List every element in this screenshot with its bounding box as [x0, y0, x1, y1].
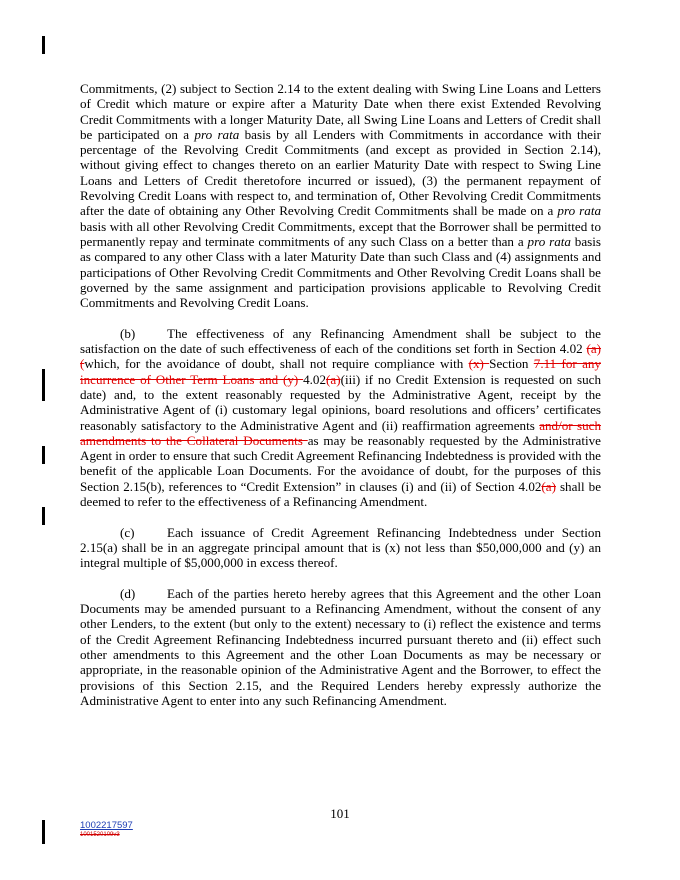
- text: shall be deemed to refer to the effectiveness of a Refinancing Amendment.: [80, 478, 602, 510]
- document-id: [80, 820, 133, 839]
- text: Commitments, (2) subject to Section 2.14 to the extent dealing with Swing Line Loans and Letters of Credit which mature or expire after a Maturity Date when there exist Extended Revolving Credit Commitments with a longer Maturity Date, all Swing Line Loans and Letters of Credit shall be participated on a: [80, 81, 601, 142]
- text: basis as compared to any other Class with a later Maturity Date than such Class and (4) assignments and participations of Other Revolving Credit Commitments and Other Revolving Credit Loans shall be governed by the same assignment and participation provisions applicable to Revolving Credit Commitments and Revolving Credit Loans.: [80, 233, 601, 311]
- deleted-text: (a) (: [80, 341, 601, 372]
- text: which, for the avoidance of doubt, shall not require compliance with: [84, 356, 469, 372]
- text: 4.02: [303, 371, 327, 387]
- text: Section: [489, 356, 534, 372]
- change-bar: [42, 446, 45, 464]
- text: Each issuance of Credit Agreement Refinancing Indebtedness under Section 2.15(a) shall be in an aggregate principal amount that is (x) not less than $50,000,000 and (y) an integral multiple of $5,000,000 in excess thereof.: [80, 524, 601, 571]
- deleted-text: (a): [541, 478, 556, 494]
- italic-term: pro rata: [557, 203, 601, 219]
- text: as may be reasonably requested by the Administrative Agent in order to ensure that such Credit Agreement Refinancing Indebtedness is provided with the benefit of the applicable Loan Documents. For the avoidance of doubt, for the purposes of this Section 2.15(b), references to “Credit Extension” in clauses (i) and (ii) of Section 4.02: [80, 432, 601, 494]
- deleted-text: (a): [326, 371, 341, 387]
- document-body: [80, 81, 601, 723]
- change-bar: [42, 36, 45, 54]
- text: The effectiveness of any Refinancing Amendment shall be subject to the satisfaction on the date of such effectiveness of each of the conditions set forth in Section 4.02: [80, 325, 601, 357]
- paragraph-continuation: [80, 81, 601, 310]
- paragraph-d: (d) Each of the parties hereto hereby agrees that this Agreement and the other Loan Documents may be amended pursuant to a Refinancing Amendment, without the consent of any other Lenders, to the extent (but only to the extent) necessary to (i) reflect the existence and terms of the Credit Agreement Refinancing Indebtedness incurred pursuant thereto and (ii) effect such other amendments to this Agreement and the other Loan Documents as may be necessary or appropriate, in the reasonable opinion of the Administrative Agent and the Borrower, to effect the provisions of this Section 2.15, and the Required Lenders hereby expressly authorize the Administrative Agent to enter into any such Refinancing Amendment.: [80, 585, 601, 708]
- deleted-text: and/or such amendments to the Collateral Documents: [80, 417, 601, 448]
- change-bar: [42, 369, 45, 401]
- document-id-current[interactable]: 1002217597: [80, 820, 133, 831]
- text: Each of the parties hereto hereby agrees that this Agreement and the other Loan Documents may be amended pursuant to a Refinancing Amendment, without the consent of any other Lenders, to the extent (but only to the extent) necessary to (i) reflect the existence and terms of the Credit Agreement Refinancing Indebtedness incurred pursuant thereto and (ii) effect such other amendments to this Agreement and the other Loan Documents as may be necessary or appropriate, in the reasonable opinion of the Administrative Agent and the Borrower, to effect the provisions of this Section 2.15, and the Required Lenders hereby expressly authorize the Administrative Agent to enter into any such Refinancing Amendment.: [80, 585, 601, 708]
- text: (iii) if no Credit Extension is requested on such date) and, to the extent reasonably requested by the Administrative Agent, receipt by the Administrative Agent of (i) customary legal opinions, board resolutions and officers’ certificates reasonably satisfactory to the Administrative Agent and (ii) reaffirmation agreements: [80, 371, 601, 433]
- text: basis by all Lenders with Commitments in accordance with their percentage of the Revolving Credit Commitments (and except as provided in Section 2.14), without giving effect to changes thereto on an earlier Maturity Date with respect to Swing Line Loans and Letters of Credit theretofore incurred or issued), (3) the permanent repayment of Revolving Credit Loans with respect to, and termination of, Other Revolving Credit Commitments after the date of obtaining any Other Revolving Credit Commitments shall be made on a: [80, 126, 601, 219]
- change-bar: [42, 507, 45, 525]
- text: basis with all other Revolving Credit Commitments, except that the Borrower shall be permitted to permanently repay and terminate commitments of any such Class on a better than a: [80, 218, 601, 249]
- change-bar: [42, 820, 45, 844]
- paragraph-b: (b) The effectiveness of any Refinancing Amendment shall be subject to the satisfaction on the date of such effectiveness of each of the conditions set forth in Section 4.02 (a) (which, for the avoidance of doubt, shall not require compliance with (x) Section 7.11 for any incurrence of Other Term Loans and (y) 4.02(a)(iii) if no Credit Extension is requested on such date) and, to the extent reasonably requested by the Administrative Agent, receipt by the Administrative Agent of (i) customary legal opinions, board resolutions and officers’ certificates reasonably satisfactory to the Administrative Agent and (ii) reaffirmation agreements and/or such amendments to the Collateral Documents as may be reasonably requested by the Administrative Agent in order to ensure that such Credit Agreement Refinancing Indebtedness is provided with the benefit of the applicable Loan Documents. For the avoidance of doubt, for the purposes of this Section 2.15(b), references to “Credit Extension” in clauses (i) and (ii) of Section 4.02(a) shall be deemed to refer to the effectiveness of a Refinancing Amendment.: [80, 325, 602, 510]
- document-id-deleted: 1001520109v3: [80, 832, 120, 838]
- italic-term: pro rata: [194, 126, 240, 142]
- italic-term: pro rata: [527, 233, 571, 249]
- deleted-text: 7.11 for any incurrence of Other Term Loans and (y): [80, 356, 601, 387]
- paragraph-c: (c) Each issuance of Credit Agreement Refinancing Indebtedness under Section 2.15(a) shall be in an aggregate principal amount that is (x) not less than $50,000,000 and (y) an integral multiple of $5,000,000 in excess thereof.: [80, 524, 601, 571]
- deleted-text: (x): [468, 356, 490, 372]
- page-number: 101: [330, 806, 350, 821]
